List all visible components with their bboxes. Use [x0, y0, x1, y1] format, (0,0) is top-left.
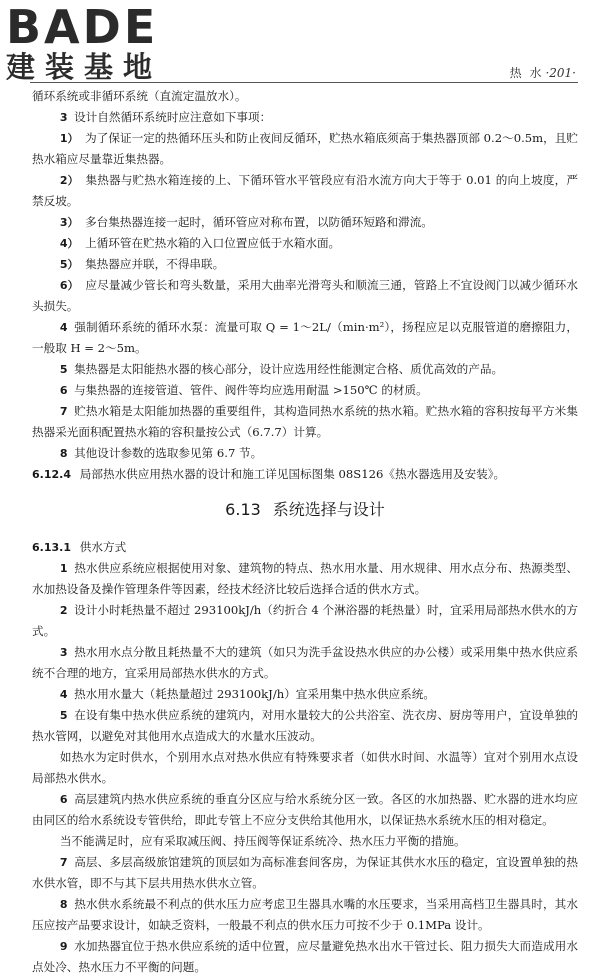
- item-number: 2: [59, 604, 68, 617]
- logo-subtitle: 建装基地: [6, 50, 163, 84]
- paragraph: 如热水为定时供水，个别用水点对热水供应有特殊要求者（如供水时间、水温等）宜对个别用水点设局部热水供水。: [32, 750, 578, 785]
- item-number: 4: [59, 321, 68, 334]
- item-number: 2）: [59, 174, 79, 187]
- paragraph: 2 设计小时耗热量不超过 293100kJ/h（约折合 4 个淋浴器的耗热量）时，宜采用局部热水供水的方式。: [32, 603, 578, 638]
- item-number: 5: [59, 363, 68, 376]
- clause: 6.13.1 供水方式: [32, 540, 127, 554]
- page-number: ·201·: [545, 66, 576, 80]
- item-number: 3: [59, 646, 68, 659]
- paragraph: 6） 应尽量减少管长和弯头数量，采用大曲率光滑弯头和顺流三通，管路上不宜设阀门以减少循环水头损失。: [32, 278, 578, 313]
- item-number: 8: [59, 898, 68, 911]
- header-title: 热 水: [509, 66, 544, 80]
- section-number: 6.13: [225, 500, 261, 519]
- clause: 6.12.4 局部热水供应用热水器的设计和施工详见国标图集 08S126《热水器选用及安装》。: [32, 467, 506, 481]
- paragraph: 8 热水供水系统最不利点的供水压力应考虑卫生器具水嘴的水压要求，当采用高档卫生器具时，其水压应按产品要求设计，如缺乏资料，一般最不利点的供水压力可按不少于 0.1MPa 设计。: [32, 897, 578, 932]
- item-number: 3: [59, 111, 68, 124]
- paragraph: 4 热水用水量大（耗热量超过 293100kJ/h）宜采用集中热水供应系统。: [59, 687, 435, 701]
- item-number: 3）: [59, 216, 79, 229]
- paragraph: 4） 上循环管在贮热水箱的入口位置应低于水箱水面。: [59, 236, 341, 250]
- item-number: 4）: [59, 237, 79, 250]
- paragraph: 6 高层建筑内热水供应系统的垂直分区应与给水系统分区一致。各区的水加热器、贮水器的进水均应由同区的给水系统设专管供给，即此专管上不应分支供给其他用水，以保证热水系统水压的相对稳定。: [32, 792, 578, 827]
- paragraph: 2） 集热器与贮热水箱连接的上、下循环管水平管段应有沿水流方向大于等于 0.01 的向上坡度，严禁反坡。: [32, 173, 578, 208]
- header-rule: [30, 82, 578, 83]
- item-number: 6）: [59, 279, 79, 292]
- item-number: 5: [59, 709, 68, 722]
- section-title: 系统选择与设计: [272, 500, 385, 519]
- clause-number: 6.13.1: [32, 541, 71, 554]
- paragraph: 7 高层、多层高级旅馆建筑的顶层如为高标准套间客房，为保证其供水水压的稳定，宜设置单独的热水供水管，即不与其下层共用热水供水立管。: [32, 855, 578, 890]
- item-number: 6: [59, 384, 68, 397]
- paragraph: 3 热水用水点分散且耗热量不大的建筑（如只为洗手盆设热水供应的办公楼）或采用集中热水供应系统不合理的地方，宜采用局部热水供水的方式。: [32, 645, 578, 680]
- item-number: 1: [59, 562, 68, 575]
- paragraph: 当不能满足时，应有采取减压阀、持压阀等保证系统冷、热水压力平衡的措施。: [59, 834, 466, 848]
- item-number: 5）: [59, 258, 79, 271]
- item-number: 4: [59, 688, 68, 701]
- paragraph: 1） 为了保证一定的热循环压头和防止夜间反循环，贮热水箱底须高于集热器顶部 0.2～0.5m，且贮热水箱应尽量靠近集热器。: [32, 131, 579, 166]
- item-number: 6: [59, 793, 68, 806]
- paragraph: 5 在设有集中热水供应系统的建筑内，对用水量较大的公共浴室、洗衣房、厨房等用户，宜设单独的热水管网，以避免对其他用水点造成大的水量水压波动。: [32, 708, 578, 743]
- clause-number: 6.12.4: [32, 468, 71, 481]
- paragraph: 8 其他设计参数的选取参见第 6.7 节。: [59, 446, 263, 460]
- publisher-logo: [6, 0, 206, 86]
- page-body: [32, 86, 578, 978]
- item-number: 1）: [59, 132, 79, 145]
- paragraph: 3 设计自然循环系统时应注意如下事项：: [59, 110, 272, 124]
- paragraph: 循环系统或非循环系统（直流定温放水）。: [32, 89, 247, 103]
- item-number: 9: [59, 940, 68, 953]
- paragraph: 9 水加热器宜位于热水供应系统的适中位置，应尽量避免热水出水干管过长、阻力损失大而造成用水点处冷、热水压力不平衡的问题。: [32, 939, 578, 974]
- paragraph: 7 贮热水箱是太阳能加热器的重要组件，其构造同热水系统的热水箱。贮热水箱的容积按每平方米集热器采光面积配置热水箱的容积量按公式（6.7.7）计算。: [32, 404, 578, 439]
- paragraph: 5 集热器是太阳能热水器的核心部分，设计应选用经性能测定合格、质优高效的产品。: [59, 362, 504, 376]
- paragraph: 6 与集热器的连接管道、管件、阀件等均应选用耐温 >150℃ 的材质。: [59, 383, 428, 397]
- section-heading: [32, 497, 578, 523]
- paragraph: 1 热水供应系统应根据使用对象、建筑物的特点、热水用水量、用水规律、用水点分布、热源类型、水加热设备及操作管理条件等因素，经技术经济比较后选择合适的供水方式。: [32, 561, 578, 596]
- logo-wordmark: BADE: [6, 0, 159, 54]
- paragraph: 5） 集热器应并联，不得串联。: [59, 257, 225, 271]
- paragraph: 4 强制循环系统的循环水泵：流量可取 Q = 1～2L/（min·m²），扬程应足以克服管道的磨擦阻力，一般取 H = 2～5m。: [32, 320, 578, 355]
- paragraph: 3） 多台集热器连接一起时，循环管应对称布置，以防循环短路和滞流。: [59, 215, 433, 229]
- item-number: 7: [59, 405, 68, 418]
- item-number: 8: [59, 447, 68, 460]
- item-number: 7: [59, 856, 68, 869]
- running-header: [510, 64, 576, 81]
